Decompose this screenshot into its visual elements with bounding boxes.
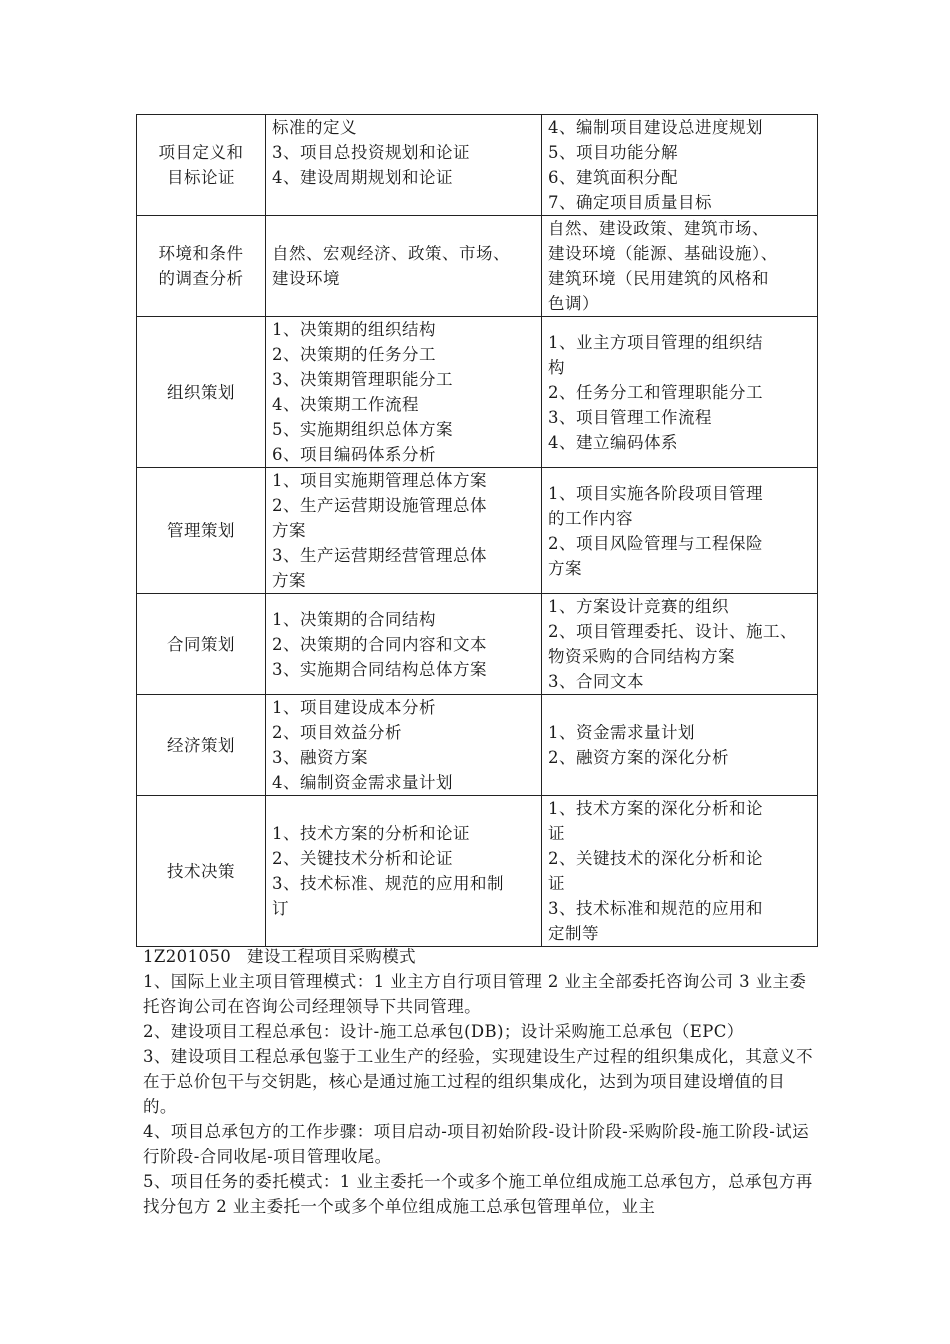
implementation-phase-cell: 1、项目实施各阶段项目管理 的工作内容 2、项目风险管理与工程保险 方案 <box>542 468 818 594</box>
row-header-cell: 经济策划 <box>137 695 266 796</box>
decision-phase-cell: 自然、宏观经济、政策、市场、 建设环境 <box>266 216 542 317</box>
planning-table-body <box>137 115 818 947</box>
table-row <box>137 317 818 468</box>
decision-phase-cell: 1、项目建设成本分析 2、项目效益分析 3、融资方案 4、编制资金需求量计划 <box>266 695 542 796</box>
row-header-cell: 合同策划 <box>137 594 266 695</box>
decision-phase-cell: 1、项目实施期管理总体方案 2、生产运营期设施管理总体 方案 3、生产运营期经营管理总体 方案 <box>266 468 542 594</box>
paragraph: 1、国际上业主项目管理模式：1 业主方自行项目管理 2 业主全部委托咨询公司 3 业主委托咨询公司在咨询公司经理领导下共同管理。 <box>143 972 807 1016</box>
paragraph: 2、建设项目工程总承包：设计-施工总承包(DB)；设计采购施工总承包（EPC） <box>143 1022 744 1041</box>
table-row <box>137 695 818 796</box>
decision-phase-cell: 1、决策期的组织结构 2、决策期的任务分工 3、决策期管理职能分工 4、决策期工作流程 5、实施期组织总体方案 6、项目编码体系分析 <box>266 317 542 468</box>
decision-phase-cell: 标准的定义 3、项目总投资规划和论证 4、建设周期规划和论证 <box>266 115 542 216</box>
implementation-phase-cell: 1、技术方案的深化分析和论 证 2、关键技术的深化分析和论 证 3、技术标准和规范的应用和 定制等 <box>542 796 818 947</box>
implementation-phase-cell: 1、资金需求量计划 2、融资方案的深化分析 <box>542 695 818 796</box>
table-row <box>137 115 818 216</box>
section-heading <box>143 944 815 969</box>
table-row <box>137 468 818 594</box>
implementation-phase-cell: 4、编制项目建设总进度规划 5、项目功能分解 6、建筑面积分配 7、确定项目质量目标 <box>542 115 818 216</box>
implementation-phase-cell: 1、方案设计竞赛的组织 2、项目管理委托、设计、施工、 物资采购的合同结构方案 3、合同文本 <box>542 594 818 695</box>
section-title: 建设工程项目采购模式 <box>247 947 416 966</box>
body-text <box>143 944 815 1219</box>
row-header-cell: 项目定义和 目标论证 <box>137 115 266 216</box>
paragraph: 3、建设项目工程总承包鉴于工业生产的经验，实现建设生产过程的组织集成化，其意义不在于总价包干与交钥匙，核心是通过施工过程的组织集成化，达到为项目建设增值的目的。 <box>143 1047 813 1116</box>
paragraph: 4、项目总承包方的工作步骤：项目启动-项目初始阶段-设计阶段-采购阶段-施工阶段-试运行阶段-合同收尾-项目管理收尾。 <box>143 1122 810 1166</box>
row-header-cell: 组织策划 <box>137 317 266 468</box>
table-row <box>137 594 818 695</box>
table-row <box>137 796 818 947</box>
decision-phase-cell: 1、技术方案的分析和论证 2、关键技术分析和论证 3、技术标准、规范的应用和制 订 <box>266 796 542 947</box>
implementation-phase-cell: 自然、建设政策、建筑市场、 建设环境（能源、基础设施）、 建筑环境（民用建筑的风格和 色调） <box>542 216 818 317</box>
implementation-phase-cell: 1、业主方项目管理的组织结 构 2、任务分工和管理职能分工 3、项目管理工作流程 4、建立编码体系 <box>542 317 818 468</box>
planning-table <box>136 114 818 947</box>
decision-phase-cell: 1、决策期的合同结构 2、决策期的合同内容和文本 3、实施期合同结构总体方案 <box>266 594 542 695</box>
row-header-cell: 技术决策 <box>137 796 266 947</box>
paragraph: 5、项目任务的委托模式：1 业主委托一个或多个施工单位组成施工总承包方，总承包方再找分包方 2 业主委托一个或多个单位组成施工总承包管理单位，业主 <box>143 1172 813 1216</box>
row-header-cell: 管理策划 <box>137 468 266 594</box>
table-row <box>137 216 818 317</box>
row-header-cell: 环境和条件 的调查分析 <box>137 216 266 317</box>
section-number: 1Z201050 <box>143 947 232 966</box>
